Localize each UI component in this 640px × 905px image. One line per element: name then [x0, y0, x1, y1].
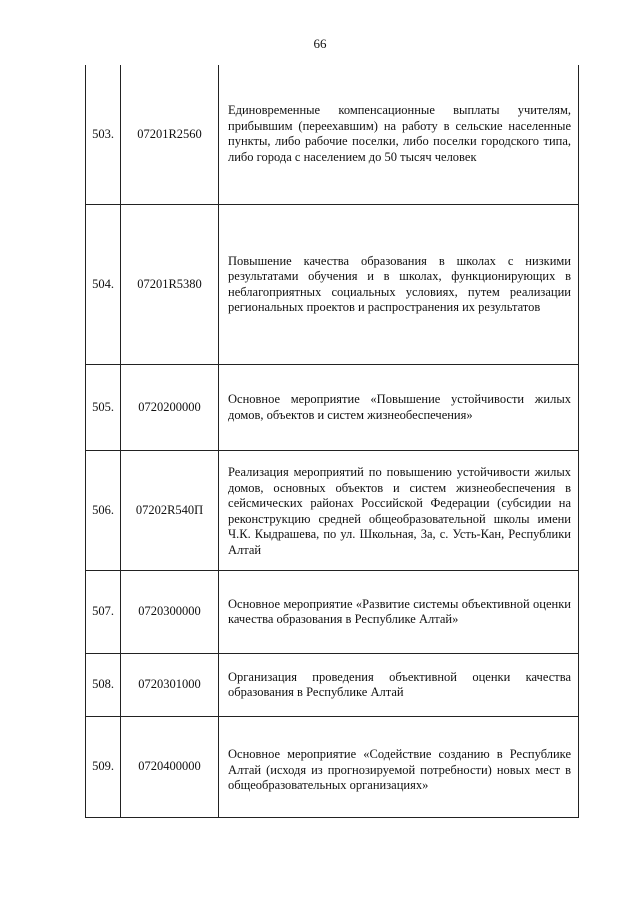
- budget-codes-table: [85, 65, 579, 818]
- page-number: 66: [313, 36, 327, 51]
- row-description: Единовременные компенсационные выплаты учителям, прибывшим (переехавшим) на работу в сельские населенные пункты, либо рабочие поселки, либо поселки городского типа, либо города с населением до 50 тысяч человек: [228, 103, 571, 164]
- table-row: [86, 205, 579, 365]
- budget-code: 0720400000: [121, 717, 219, 818]
- table-row: [86, 365, 579, 451]
- budget-code: 0720300000: [121, 571, 219, 654]
- row-description: Основное мероприятие «Развитие системы объективной оценки качества образования в Республике Алтай»: [228, 596, 571, 626]
- row-description-cell: [219, 65, 579, 205]
- row-number: 508.: [86, 654, 121, 717]
- table-row: [86, 451, 579, 571]
- row-description: Организация проведения объективной оценки качества образования в Республике Алтай: [228, 669, 571, 699]
- row-description: Повышение качества образования в школах с низкими результатами обучения и в школах, функционирующих в неблагоприятных социальных условиях, путем реализации региональных проектов и распространения их результатов: [228, 253, 571, 314]
- budget-code: 07201R5380: [121, 205, 219, 365]
- row-number: 503.: [86, 65, 121, 205]
- table-row: [86, 65, 579, 205]
- budget-code: 07201R2560: [121, 65, 219, 205]
- table-row: [86, 571, 579, 654]
- row-number: 505.: [86, 365, 121, 451]
- budget-code: 0720200000: [121, 365, 219, 451]
- row-description: Основное мероприятие «Повышение устойчивости жилых домов, объектов и систем жизнеобеспечения»: [228, 392, 571, 422]
- budget-code: 0720301000: [121, 654, 219, 717]
- row-description: Основное мероприятие «Содействие созданию в Республике Алтай (исходя из прогнозируемой потребности) новых мест в общеобразовательных организациях»: [228, 747, 571, 792]
- row-number: 504.: [86, 205, 121, 365]
- row-description-cell: [219, 571, 579, 654]
- budget-code: 07202R540П: [121, 451, 219, 571]
- row-number: 506.: [86, 451, 121, 571]
- row-description-cell: [219, 451, 579, 571]
- row-description-cell: [219, 717, 579, 818]
- row-number: 507.: [86, 571, 121, 654]
- row-description-cell: [219, 654, 579, 717]
- row-description: Реализация мероприятий по повышению устойчивости жилых домов, основных объектов и систем жизнеобеспечения в сейсмических районах Российской Федерации (субсидии на реконструкцию средней общеобразовательной школы имени Ч.К. Кыдрашева, по ул. Школьная, 3а, с. Усть-Кан, Республики Алтай: [228, 465, 571, 557]
- table-row: [86, 717, 579, 818]
- row-description-cell: [219, 365, 579, 451]
- row-description-cell: [219, 205, 579, 365]
- table-row: [86, 654, 579, 717]
- row-number: 509.: [86, 717, 121, 818]
